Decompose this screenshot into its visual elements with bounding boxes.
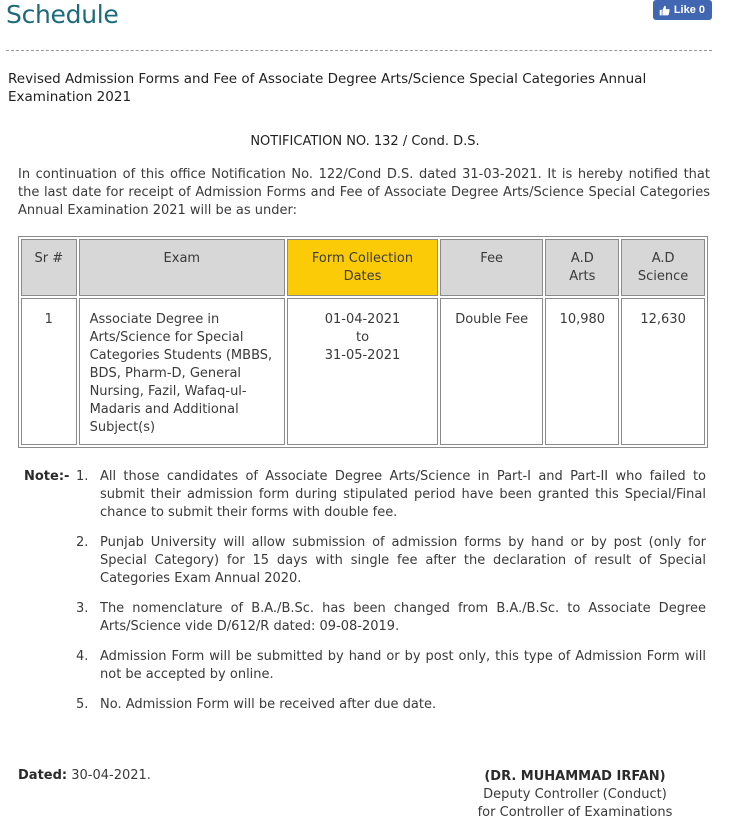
table-header-row <box>21 239 705 296</box>
notification-intro: In continuation of this office Notification No. 122/Cond D.S. dated 31-03-2021. It is hereby notified that the last date for receipt of Admission Forms and Fee of Associate Degree Arts/Science Special Categories Annual Examination 2021 will be as under: <box>18 167 710 218</box>
note-item: 2. Punjab University will allow submission of admission forms by hand or by post (only for Special Category) for 15 days with single fee after the declaration of result of Special Categories Exam Annual 2020. <box>76 535 706 586</box>
thumbs-up-icon <box>659 5 670 16</box>
header-exam: Exam <box>79 239 285 296</box>
schedule-table <box>18 236 708 448</box>
dated-line <box>18 768 151 783</box>
cell-ad-science: 12,630 <box>621 298 705 445</box>
header-form-collection-dates: Form Collection Dates <box>287 239 438 296</box>
table-row <box>21 298 705 445</box>
header-sr: Sr # <box>21 239 77 296</box>
dated-label: Dated: <box>18 768 68 783</box>
header-divider <box>6 50 712 51</box>
header-ad-science: A.D Science <box>621 239 705 296</box>
note-item: 1. All those candidates of Associate Degree Arts/Science in Part-I and Part-II who failed to submit their admission form during stipulated period have been granted this Special/Final chance to submit their forms with double fee. <box>76 469 706 520</box>
signature-block <box>460 768 690 822</box>
dated-value: 30-04-2021. <box>67 768 151 783</box>
notification-subject: Revised Admission Forms and Fee of Associate Degree Arts/Science Special Categories Annual Examination 2021 <box>8 71 647 105</box>
note-item: 3. The nomenclature of B.A./B.Sc. has been changed from B.A./B.Sc. to Associate Degree Arts/Science vide D/612/R dated: 09-08-2019. <box>76 601 706 634</box>
cell-sr: 1 <box>21 298 77 445</box>
cell-ad-arts: 10,980 <box>545 298 619 445</box>
cell-form-collection-dates: 01-04-2021 to 31-05-2021 <box>287 298 438 445</box>
note-item: 4. Admission Form will be submitted by hand or by post only, this type of Admission Form will not be accepted by online. <box>76 649 706 682</box>
facebook-like-button[interactable] <box>653 0 712 20</box>
signatory-name: (DR. MUHAMMAD IRFAN) <box>484 769 666 784</box>
notes-label: Note:- <box>24 469 70 484</box>
note-item: 5. No. Admission Form will be received after due date. <box>76 697 437 712</box>
cell-fee: Double Fee <box>440 298 543 445</box>
notification-number: NOTIFICATION NO. 132 / Cond. D.S. <box>250 134 480 149</box>
signatory-title: Deputy Controller (Conduct) <box>483 787 667 802</box>
cell-exam: Associate Degree in Arts/Science for Special Categories Students (MBBS, BDS, Pharm-D, General Nursing, Fazil, Wafaq-ul-Madaris and Additional Subject(s) <box>79 298 285 445</box>
page-header <box>6 0 712 38</box>
signatory-for: for Controller of Examinations <box>477 805 673 820</box>
header-ad-arts: A.D Arts <box>545 239 619 296</box>
like-button-label: Like 0 <box>673 4 705 16</box>
header-fee: Fee <box>440 239 543 296</box>
notes-list <box>76 468 706 726</box>
page-title: Schedule <box>6 0 119 29</box>
